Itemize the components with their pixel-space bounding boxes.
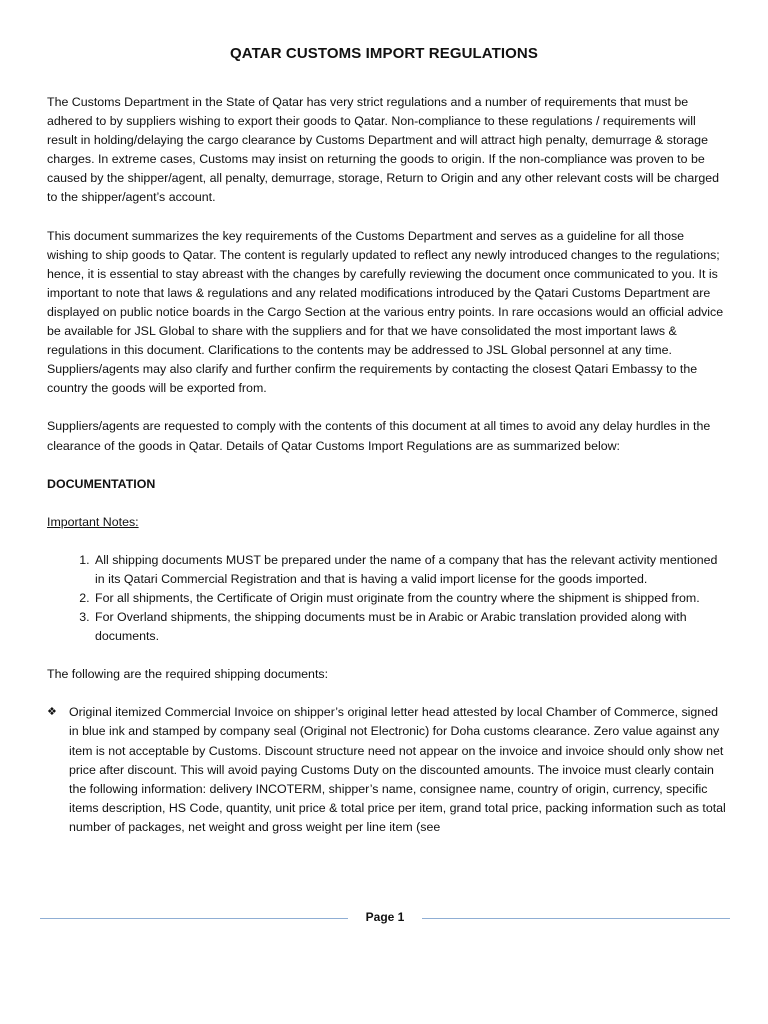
required-docs-intro: The following are the required shipping documents:: [47, 667, 329, 682]
note-item: 2. For all shipments, the Certificate of Origin must originate from the country where the shipment is shipped from.: [93, 589, 727, 608]
page-number: Page 1: [365, 910, 405, 924]
compliance-paragraph: Suppliers/agents are requested to comply with the contents of this document at all times to avoid any delay hurdles in the clearance of the goods in Qatar. Details of Qatar Customs Import Regulations are as summarized below:: [47, 419, 711, 453]
diamond-bullet-icon: ❖: [47, 706, 57, 719]
document-body: [47, 93, 727, 837]
document-title: QATAR CUSTOMS IMPORT REGULATIONS: [230, 45, 538, 62]
footer-rule-right: [422, 918, 730, 919]
section-heading-documentation: DOCUMENTATION: [47, 476, 156, 491]
note-item: 3. For Overland shipments, the shipping documents must be in Arabic or Arabic translation provided along with documents.: [93, 608, 727, 646]
important-notes-list: [47, 551, 727, 646]
required-doc-item: [47, 703, 727, 837]
required-doc-text: Original itemized Commercial Invoice on shipper’s original letter head attested by local Chamber of Commerce, signed in blue ink and stamped by company seal (Original not Electronic) for Doha customs clearance. Zero value against any item is not acceptable by Customs. Discount structure need not appear on the invoice and invoice should only show net price after discount. This will avoid paying Customs Duty on the discounted amounts. The invoice must clearly contain the following information: delivery INCOTERM, shipper’s name, consignee name, country of origin, currency, specific items description, HS Code, quantity, unit price & total price per item, grand total price, packing information such as total number of packages, net weight and gross weight per line item (see: [69, 705, 726, 834]
note-item: 1. All shipping documents MUST be prepared under the name of a company that has the relevant activity mentioned in its Qatari Commercial Registration and that is having a valid import license for the goods imported.: [93, 551, 727, 589]
required-docs-list: [47, 703, 727, 837]
intro-paragraph: The Customs Department in the State of Qatar has very strict regulations and a number of requirements that must be adhered to by suppliers wishing to export their goods to Qatar. Non-compliance to these regulations / requirements will result in holding/delaying the cargo clearance by Customs Department and will attract high penalty, demurrage & storage charges. In extreme cases, Customs may insist on returning the goods to origin. If the non-compliance was proven to be caused by the shipper/agent, all penalty, demurrage, storage, Return to Origin and any other relevant costs will be charged to the shipper/agent’s account.: [47, 95, 720, 205]
page-footer: [40, 908, 730, 928]
footer-rule-left: [40, 918, 348, 919]
important-notes-heading: Important Notes:: [47, 514, 139, 529]
summary-paragraph: This document summarizes the key requirements of the Customs Department and serves as a guideline for all those wishing to ship goods to Qatar. The content is regularly updated to reflect any newly introduced changes to the regulations; hence, it is essential to stay abreast with the changes by carefully reviewing the document once communicated to you. It is important to note that laws & regulations and any related modifications introduced by the Qatari Customs Department are displayed on public notice boards in the Cargo Section at the various entry points. In rare occasions would an official advice be available for JSL Global to share with the suppliers and for that we have consolidated the most important laws & regulations in this document. Clarifications to the contents may be addressed to JSL Global personnel at any time. Suppliers/agents may also clarify and further confirm the requirements by contacting the closest Qatari Embassy to the country the goods will be exported from.: [47, 228, 724, 396]
